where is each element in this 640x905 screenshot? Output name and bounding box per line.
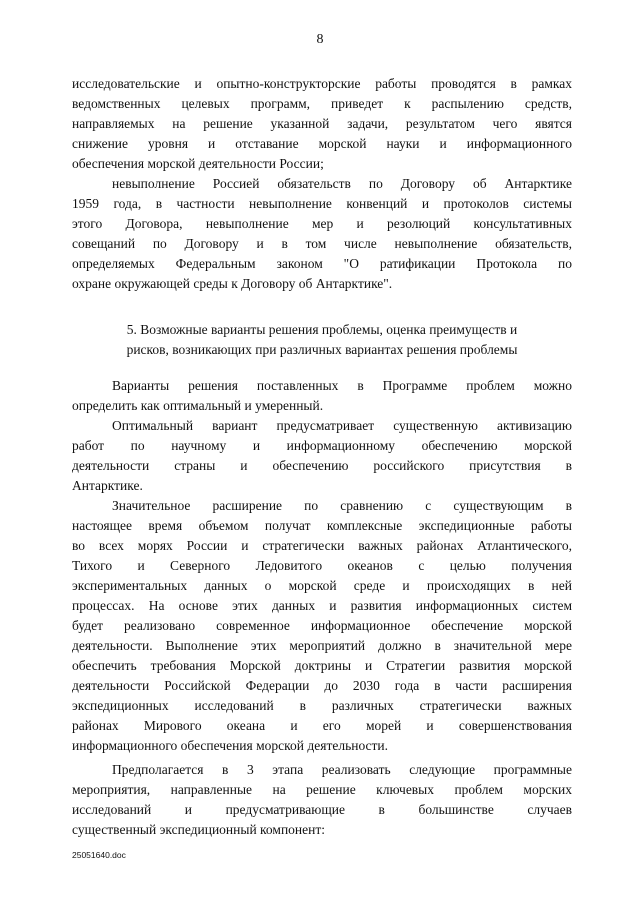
text-line: определить как оптимальный и умеренный. (72, 398, 324, 413)
text-line: процессах. На основе этих данных и развития информационных систем (72, 598, 572, 613)
paragraph-2 (72, 174, 572, 294)
text-line: во всех морях России и стратегически важных районах Атлантического, (72, 538, 572, 553)
text-line: существенный экспедиционный компонент: (72, 822, 326, 837)
paragraph-6 (72, 760, 572, 840)
text-line: деятельности. Выполнение этих мероприятий должно в значительной мере (72, 638, 572, 653)
page-number: 8 (316, 32, 324, 47)
text-line: Оптимальный вариант предусматривает существенную активизацию (112, 418, 572, 433)
text-line: этого Договора, невыполнение мер и резолюций консультативных (72, 216, 572, 231)
text-line: информационного обеспечения морской деятельности. (72, 738, 389, 753)
text-line: Значительное расширение по сравнению с существующим в (112, 498, 572, 513)
text-line: будет реализовано современное информационное обеспечение морской (72, 618, 572, 633)
document-filename: 25051640.doc (72, 850, 126, 860)
text-line: направляемых на решение указанной задачи, результатом чего явятся (72, 116, 572, 131)
text-line: мероприятия, направленные на решение ключевых проблем морских (72, 782, 572, 797)
text-line: работ по научному и информационному обеспечению морской (72, 438, 572, 453)
text-line: 1959 года, в частности невыполнение конвенций и протоколов системы (72, 196, 572, 211)
text-line: Тихого и Северного Ледовитого океанов с целью получения (72, 558, 572, 573)
section-heading (72, 320, 572, 360)
text-line: деятельности страны и обеспечению российского присутствия в (72, 458, 572, 473)
text-line: ведомственных целевых программ, приведет к распылению средств, (72, 96, 572, 111)
text-line: обеспечить требования Морской доктрины и Стратегии развития морской (72, 658, 572, 673)
text-line: снижение уровня и отставание морской науки и информационного (72, 136, 572, 151)
text-line: экспедиционных исследований в различных стратегически важных (72, 698, 572, 713)
text-line: определяемых Федеральным законом "О ратификации Протокола по (72, 256, 572, 271)
paragraph-4 (72, 416, 572, 496)
paragraph-3 (72, 376, 572, 416)
text-line: совещаний по Договору и в том числе невыполнение обязательств, (72, 236, 572, 251)
text-line: исследовательские и опытно-конструкторские работы проводятся в рамках (72, 76, 572, 91)
text-line: охране окружающей среды к Договору об Антарктике". (72, 276, 393, 291)
heading-line: рисков, возникающих при различных вариантах решения проблемы (126, 342, 518, 357)
paragraph-5 (72, 496, 572, 756)
text-line: настоящее время объемом получат комплексные экспедиционные работы (72, 518, 572, 533)
text-line: Антарктике. (72, 478, 143, 493)
text-line: исследований и предусматривающие в большинстве случаев (72, 802, 572, 817)
text-line: невыполнение Россией обязательств по Договору об Антарктике (112, 176, 572, 191)
text-line: деятельности Российской Федерации до 2030 года в части расширения (72, 678, 572, 693)
text-line: обеспечения морской деятельности России; (72, 156, 324, 171)
text-line: Предполагается в 3 этапа реализовать следующие программные (112, 762, 572, 777)
heading-line: 5. Возможные варианты решения проблемы, оценка преимуществ и (126, 322, 518, 337)
text-line: Варианты решения поставленных в Программе проблем можно (112, 378, 572, 393)
text-line: районах Мирового океана и его морей и совершенствования (72, 718, 572, 733)
text-line: экспериментальных данных о морской среде и происходящих в ней (72, 578, 572, 593)
paragraph-1 (72, 74, 572, 174)
